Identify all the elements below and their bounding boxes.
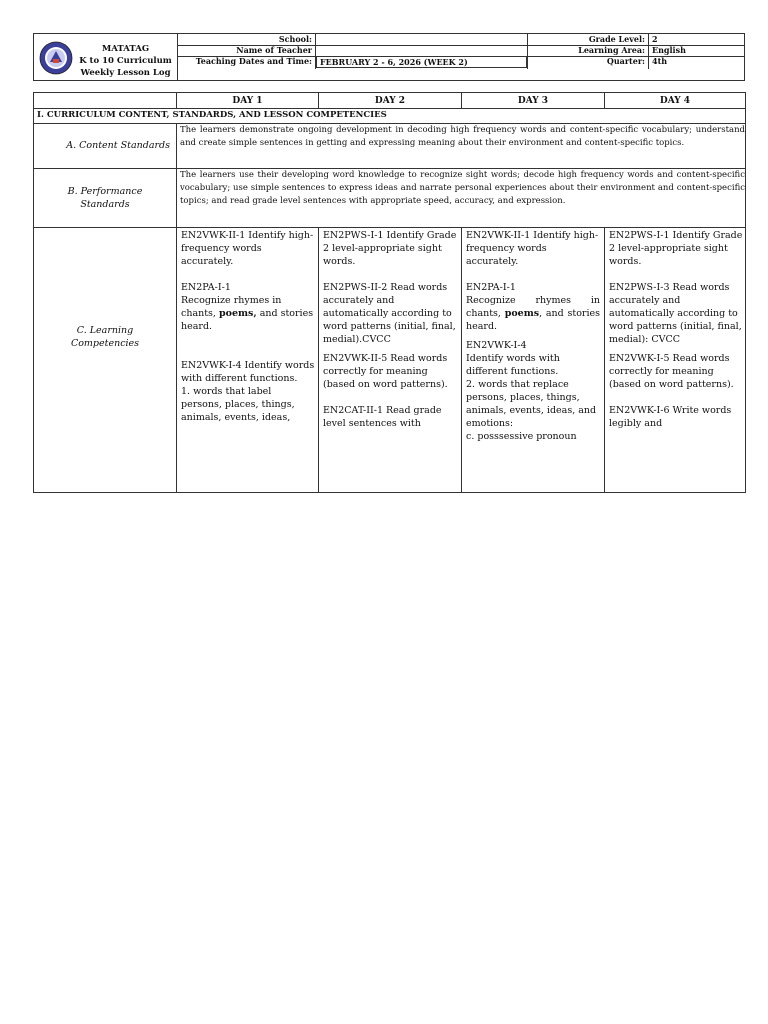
competencies-day-1 — [181, 229, 315, 424]
competencies-day-3 — [466, 229, 600, 443]
day1-competency-2 — [181, 294, 315, 333]
school-value — [316, 34, 527, 45]
deped-seal-icon — [39, 41, 73, 75]
col-rule-4b — [604, 227, 605, 492]
brand-line-3: Weekly Lesson Log — [80, 68, 171, 78]
day4-competency-1: EN2PWS-I-1 Identify Grade 2 level-appropriate sight words. — [609, 230, 743, 267]
day1-c2-post: and stories heard. — [181, 308, 314, 332]
day3-c2-text: Recognize rhymes in chants, — [466, 295, 600, 319]
day3-competency-2 — [466, 294, 600, 333]
day3-competency-3: Identify words with different functions. — [466, 353, 560, 377]
day4-competency-4: EN2VWK-I-6 Write words legibly and — [609, 405, 732, 429]
header-info-table — [33, 33, 745, 81]
day1-competency-2-code: EN2PA-I-1 — [181, 282, 231, 293]
day-header-1: DAY 1 — [232, 96, 263, 106]
dates-label: Teaching Dates and Time: — [177, 56, 316, 69]
teacher-label: Name of Teacher — [177, 45, 316, 56]
day-header-4: DAY 4 — [659, 96, 691, 106]
day3-competency-4: 2. words that replace persons, places, things, animals, events, ideas, and emotions: — [466, 379, 597, 429]
brand-text — [74, 43, 177, 79]
brand-line-1: MATATAG — [101, 44, 150, 54]
day1-c2-bold: poems, — [218, 308, 257, 319]
day3-competency-5: c. posssessive pronoun — [466, 431, 577, 442]
teacher-value — [316, 45, 527, 56]
day3-competency-3-code: EN2VWK-I-4 — [466, 340, 527, 351]
day1-competency-4: 1. words that label persons, places, things, animals, events, ideas, — [181, 386, 295, 423]
lesson-log-table — [33, 92, 746, 493]
day4-competency-2: EN2PWS-I-3 Read words accurately and automatically according to word patterns (initial, final, medial): CVCC — [609, 282, 742, 345]
day3-competency-1: EN2VWK-II-1 Identify high-frequency words accurately. — [466, 230, 599, 267]
school-label: School: — [177, 34, 316, 45]
grade-level-value: 2 — [652, 34, 658, 44]
day-header-2: DAY 2 — [374, 96, 406, 106]
day2-competency-1: EN2PWS-I-1 Identify Grade 2 level-appropriate sight words. — [323, 230, 457, 267]
day1-competency-1: EN2VWK-II-1 Identify high-frequency words accurately. — [181, 230, 314, 267]
quarter-value: 4th — [652, 56, 668, 66]
learning-area-label: Learning Area: — [527, 45, 649, 56]
day2-competency-2: EN2PWS-II-2 Read words accurately and automatically according to word patterns (initial, final, medial).CVCC — [323, 282, 456, 345]
quarter-label: Quarter: — [527, 56, 649, 69]
day4-competency-3: EN2VWK-I-5 Read words correctly for meaning (based on word patterns). — [609, 353, 734, 390]
day3-c2-post: , and stories heard. — [466, 308, 600, 332]
day3-c2-bold: poems — [504, 308, 540, 319]
content-standards-label: A. Content Standards — [66, 140, 170, 151]
col-rule-2b — [318, 227, 319, 492]
learning-competencies-label — [34, 324, 176, 350]
performance-label-line-2: Standards — [80, 199, 130, 210]
day1-c2-text: Recognize rhymes in chants, — [181, 295, 282, 319]
performance-standards-text: The learners use their developing word knowledge to recognize sight words; decode high frequency words and content-specific vocabulary; use simple sentences to express ideas and narrate personal experiences about their environment and content-specific topics; and read grade level sentences with appropriate speed, accuracy, and expression. — [180, 170, 745, 206]
brand-line-2: K to 10 Curriculum — [79, 56, 172, 66]
grade-level-label: Grade Level: — [527, 34, 649, 45]
performance-standards-label — [34, 185, 176, 211]
dates-value: FEBRUARY 2 - 6, 2026 (WEEK 2) — [316, 56, 527, 68]
day1-competency-3: EN2VWK-I-4 Identify words with different functions. — [181, 360, 315, 384]
logo-cell — [34, 34, 178, 80]
day-header-3: DAY 3 — [517, 96, 549, 106]
competencies-label-line-1: C. Learning — [76, 325, 134, 336]
section-title: I. CURRICULUM CONTENT, STANDARDS, AND LESSON COMPETENCIES — [37, 110, 387, 120]
competencies-label-line-2: Competencies — [70, 338, 140, 349]
day2-competency-3: EN2VWK-II-5 Read words correctly for meaning (based on word patterns). — [323, 353, 448, 390]
performance-label-line-1: B. Performance — [67, 186, 143, 197]
header-row-dates — [177, 56, 744, 69]
day2-competency-4: EN2CAT-II-1 Read grade level sentences with — [323, 405, 442, 429]
rule-under-performance-standards — [34, 227, 745, 228]
competencies-day-2 — [323, 229, 458, 430]
competencies-day-4 — [609, 229, 743, 430]
content-standards-text: The learners demonstrate ongoing development in decoding high frequency words and content-specific vocabulary; understand and create simple sentences in getting and expressing meaning about their environment and content-specific topics. — [180, 125, 745, 148]
learning-area-value: English — [652, 45, 686, 55]
col-rule-1b — [176, 123, 177, 492]
col-rule-3b — [461, 227, 462, 492]
day3-competency-2-code: EN2PA-I-1 — [466, 282, 516, 293]
